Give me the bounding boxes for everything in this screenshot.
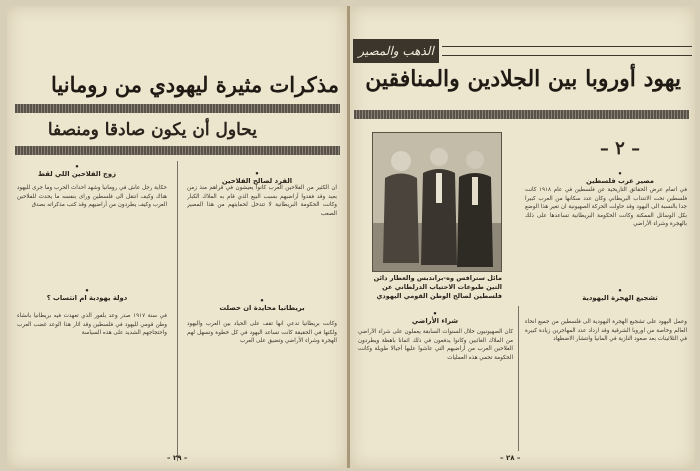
subhead-rule	[15, 146, 340, 155]
right-subhead-1: • مصير عرب فلسطين	[565, 171, 675, 185]
left-col-3: في سنة ١٩١٧ صدر وعد بلفور الذي تعهدت فيه بريطانيا بانشاء وطن قومي لليهود في فلسطين وقد اثار هذا الوعد غضب العرب واحتجاجهم الشديد على هذه السياسة	[17, 313, 167, 337]
right-headline: يهود أوروبا بين الجلادين والمنافقين	[365, 66, 681, 92]
section-rule	[442, 46, 692, 56]
left-subhead-1: • زوج الفلاحين اللي لقط	[27, 164, 127, 178]
right-col-1: في اتمام عرض الحقائق التاريخية عن فلسطين في عام ١٩١٨ كانت فلسطين تحت الانتداب البريطاني وكان عدد سكانها من العرب كبيرا جدا بالنسبة الى اليهود وقد حاولت الحركة الصهيونية ان تغير هذا الوضع بكل الوسائل الممكنة وكانت الحكومة البريطانية تساعدها على ذلك بالهجرة وشراء الأراضي	[525, 187, 687, 228]
headline-rule	[15, 104, 340, 113]
column-divider	[177, 161, 178, 461]
section-label: الذهب والمصير	[353, 39, 439, 63]
photo-caption: مائل سترافس وه-براندبس والعطار دائن التين طبوعات الاحتياب الدرلطاني عن فلسطين لصالح الوطن القومي اليهودي	[373, 274, 502, 300]
three-men-photo	[373, 133, 501, 271]
portrait-photo	[372, 132, 502, 272]
article-part-number: – ٢ –	[599, 138, 641, 159]
left-col-2: ان الكثير من الفلاحين العرب كانوا يعيشون في قراهم منذ زمن بعيد وقد فقدوا أراضيهم بسبب البيع الذي قام به الملاك الكبار وكانت الحكومة البريطانية لا تتدخل لحمايتهم من هذا المصير الصعب	[187, 185, 337, 217]
left-subhead: يحاول أن يكون صادقا ومنصفا	[47, 120, 257, 140]
left-subhead-3: • دولة يهودية ام انتساب ؟	[27, 288, 147, 302]
right-page	[350, 6, 695, 468]
magazine-spread	[7, 6, 695, 468]
left-col-1: حكاية رجل عاش في رومانيا وشهد احداث الحرب وما جرى لليهود هناك وكيف انتقل الى فلسطين وراى بنفسه ما يحدث للفلاحين العرب وكيف يطردون من أراضيهم وقد كتب مذكراته بصدق	[17, 185, 167, 209]
left-col-4: وكانت بريطانيا تدعي انها تقف على الحياد بين العرب واليهود ولكنها في الحقيقة كانت تساعد اليهود في كل خطوة وتسهل لهم الهجرة وشراء الأراضي وتضيق على العرب	[187, 321, 337, 345]
right-page-number: – ٢٨ –	[500, 454, 521, 462]
left-headline: مذكرات مثيرة ليهودي من رومانيا	[50, 72, 339, 97]
left-page-number: – ٢٩ –	[167, 454, 188, 462]
left-page	[7, 6, 347, 468]
right-col-2: كان الصهيونيون خلال السنوات السابقة يعملون على شراء الأراضي من الملاك الغائبين وكانوا يدفعون في ذلك اثمانا باهظة ويطردون الفلاحين العرب من أراضيهم التي عاشوا عليها أجيالا طويلة وكانت الحكومة تحمي هذه العمليات	[358, 329, 513, 361]
right-headline-rule	[354, 110, 689, 119]
column-divider-right	[518, 306, 519, 451]
right-subhead-2: • شراء الأراضي	[385, 311, 485, 325]
left-subhead-4: • بريطانيا محايدة ان حصلت	[207, 298, 317, 312]
right-subhead-3: • تشجيع الهجرة اليهودية	[565, 288, 675, 302]
right-col-3: وعمل اليهود على تشجيع الهجرة اليهودية الى فلسطين من جميع انحاء العالم وخاصة من اوروبا الشرقية وقد ازداد عدد المهاجرين زيادة كبيرة في الثلاثينات بعد صعود النازية في المانيا وانتشار الاضطهاد	[525, 319, 687, 343]
left-subhead-2: • الفرد لصالح الفلاحين	[207, 171, 307, 185]
